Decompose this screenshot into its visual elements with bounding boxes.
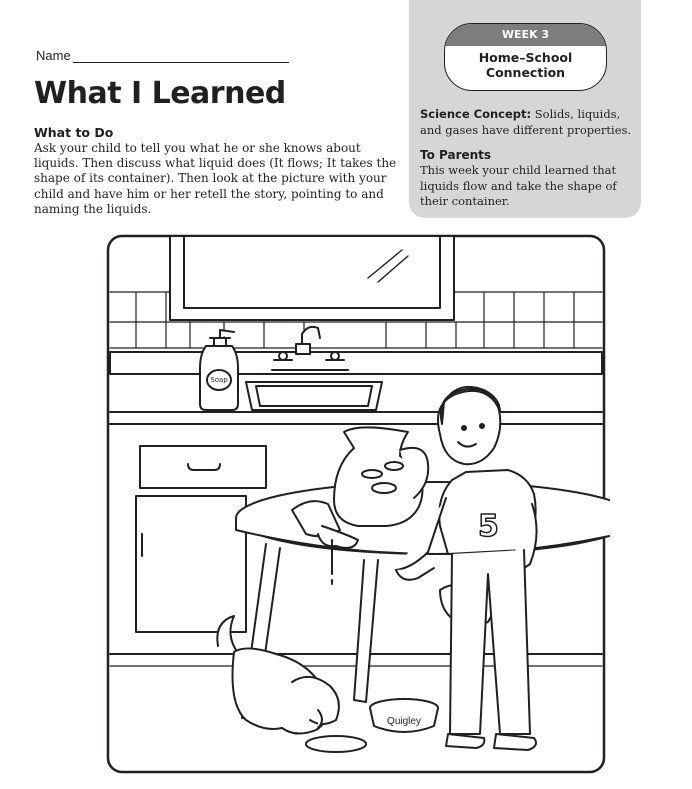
- name-field[interactable]: [36, 48, 289, 63]
- science-concept-label: Science Concept:: [420, 107, 532, 121]
- soap-label: Soap: [210, 376, 228, 384]
- to-parents-heading: To Parents: [420, 148, 492, 162]
- name-label: Name: [36, 48, 71, 63]
- page-title: What I Learned: [34, 76, 286, 111]
- science-concept-text: Solids, liquids, and gases have different properties.: [420, 107, 632, 137]
- drawer: [140, 446, 266, 488]
- window: [170, 236, 454, 320]
- week-badge: [444, 23, 607, 91]
- kitchen-illustration: [96, 234, 610, 778]
- bowl-label: Quigley: [387, 716, 421, 727]
- week-label: WEEK 3: [445, 24, 606, 46]
- what-to-do-text: Ask your child to tell you what he or she knows about liquids. Then discuss what liquid does (It flows; It takes the shape of its container). Then look at the picture with your child and have him or her retell the story, pointing to and naming the liquids.: [34, 141, 397, 216]
- to-parents-text: This week your child learned that liquids flow and take the shape of their container.: [420, 163, 617, 208]
- connection-title: [445, 46, 606, 80]
- connection-title-line1: Home–School: [478, 50, 573, 65]
- shirt-number: 5: [478, 509, 499, 544]
- home-school-panel: [409, 0, 641, 218]
- science-concept: [420, 107, 636, 138]
- dog-bowl: [370, 699, 438, 732]
- name-blank-line[interactable]: [73, 50, 289, 63]
- what-to-do-heading: What to Do: [34, 125, 114, 140]
- connection-title-line2: Connection: [485, 65, 566, 80]
